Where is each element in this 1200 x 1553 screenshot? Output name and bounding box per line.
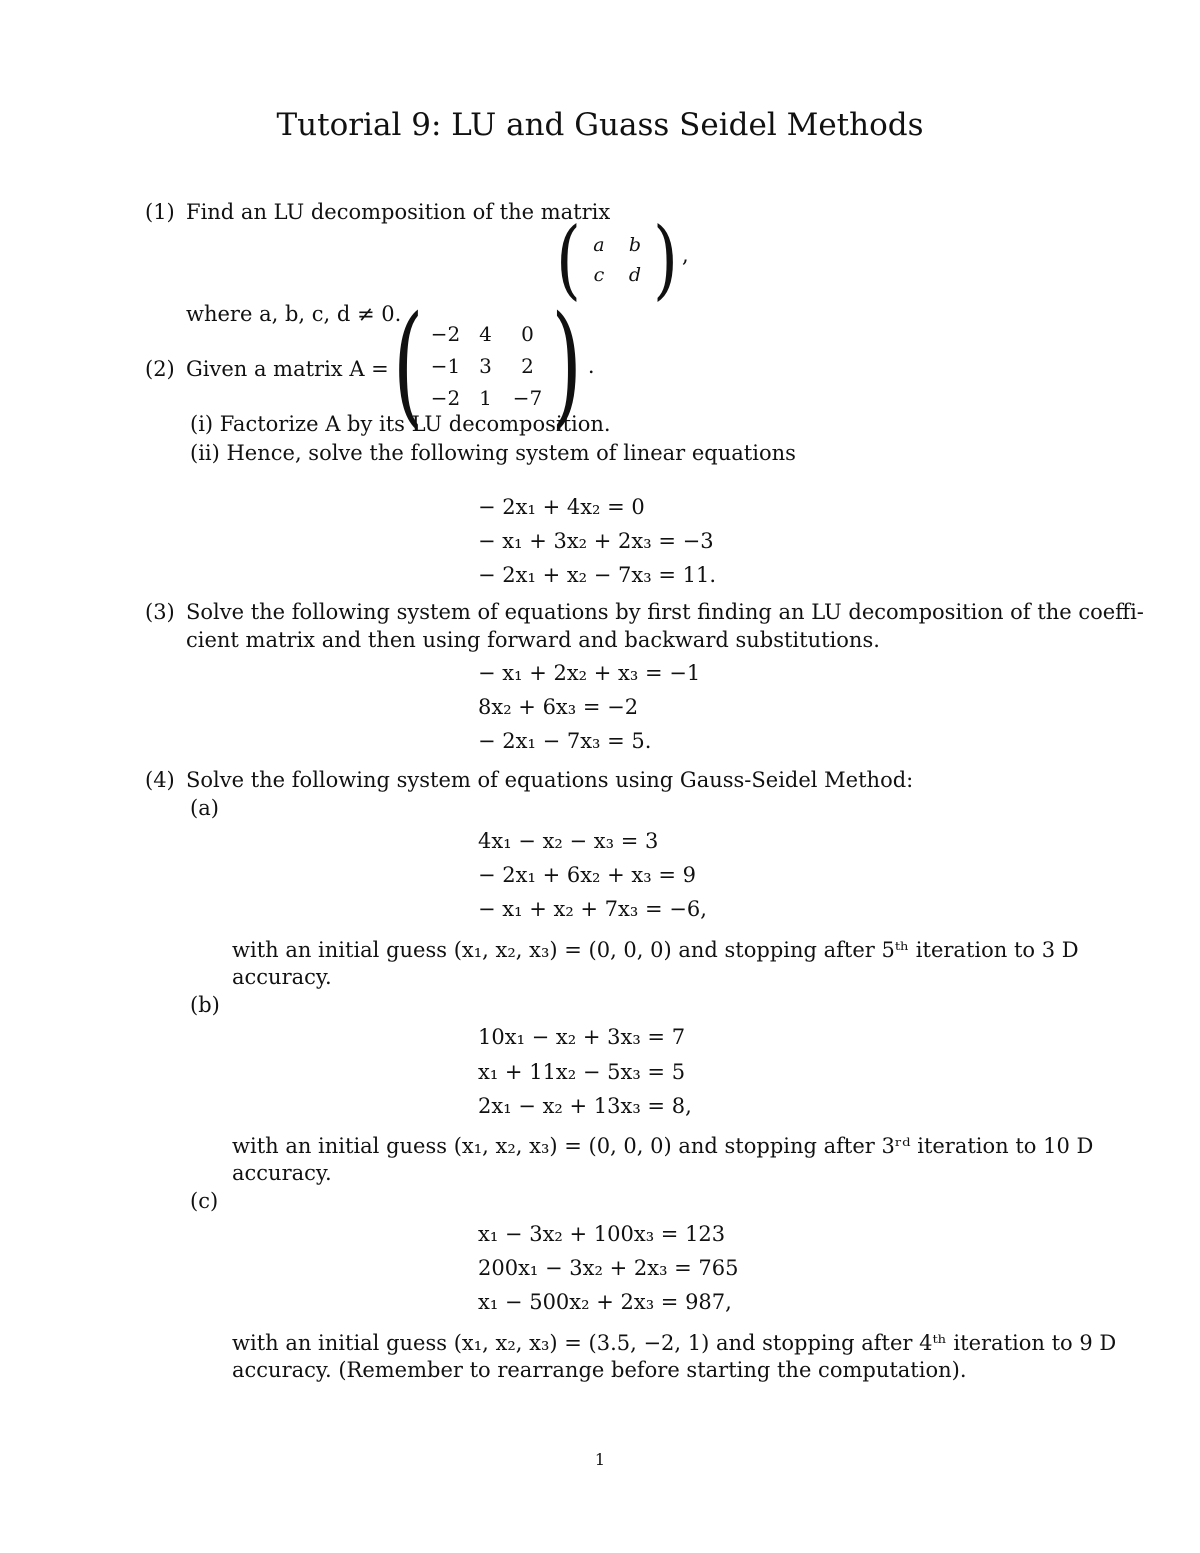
q4-number: (4): [145, 768, 175, 792]
q4-b-note1: with an initial guess (x₁, x₂, x₃) = (0, 0, 0) and stopping after 3ʳᵈ iteration to 10 D: [232, 1134, 1094, 1158]
q4-a-equation: 4x₁ − x₂ − x₃ = 3: [478, 829, 659, 853]
q4-a-label: (a): [190, 796, 219, 820]
left-paren-icon: (: [556, 210, 581, 310]
page-title: Tutorial 9: LU and Guass Seidel Methods: [276, 107, 924, 143]
q2-part-ii: (ii) Hence, solve the following system of linear equations: [190, 441, 796, 465]
matrix-cell: 0: [521, 322, 534, 346]
q4-c-label: (c): [190, 1189, 219, 1213]
matrix-cell: −2: [430, 386, 461, 410]
right-paren-icon: ): [551, 289, 582, 443]
matrix-cell: −7: [512, 386, 543, 410]
q4-text: Solve the following system of equations using Gauss-Seidel Method:: [186, 768, 914, 792]
q2-text: Given a matrix A =: [186, 357, 389, 381]
matrix-cell: b: [628, 234, 642, 256]
matrix-cell: c: [593, 264, 605, 286]
q3-line2: cient matrix and then using forward and backward substitutions.: [186, 628, 880, 652]
q1-matrix: [556, 210, 689, 310]
q2-equation: − 2x₁ + x₂ − 7x₃ = 11.: [478, 563, 717, 587]
matrix-cell: 2: [521, 354, 534, 378]
left-paren-icon: (: [393, 289, 424, 443]
q4-a-note2: accuracy.: [232, 965, 332, 989]
q4-b-label: (b): [190, 993, 220, 1017]
q3-equation: 8x₂ + 6x₃ = −2: [478, 695, 639, 719]
q2-equation: − x₁ + 3x₂ + 2x₃ = −3: [478, 529, 714, 553]
q4-a-equation: − 2x₁ + 6x₂ + x₃ = 9: [478, 863, 696, 887]
q4-b-equation: x₁ + 11x₂ − 5x₃ = 5: [478, 1060, 686, 1084]
page-number: 1: [594, 1450, 606, 1469]
matrix-cell: −2: [430, 322, 461, 346]
q3-equation: − x₁ + 2x₂ + x₃ = −1: [478, 661, 701, 685]
q1-number: (1): [145, 200, 175, 224]
q3-number: (3): [145, 600, 175, 624]
q2-number: (2): [145, 357, 175, 381]
q4-c-equation: x₁ − 500x₂ + 2x₃ = 987,: [478, 1290, 732, 1314]
q4-a-equation: − x₁ + x₂ + 7x₃ = −6,: [478, 897, 707, 921]
q3-equation: − 2x₁ − 7x₃ = 5.: [478, 729, 652, 753]
q2-equation: − 2x₁ + 4x₂ = 0: [478, 495, 645, 519]
matrix-cell: 1: [479, 386, 492, 410]
q4-a-note1: with an initial guess (x₁, x₂, x₃) = (0, 0, 0) and stopping after 5ᵗʰ iteration to 3 D: [232, 938, 1079, 962]
matrix-cell: 4: [479, 322, 492, 346]
right-paren-icon: ): [652, 210, 678, 310]
q4-c-equation: x₁ − 3x₂ + 100x₃ = 123: [478, 1222, 726, 1246]
q1-trail: ,: [681, 243, 689, 267]
q2-trail: .: [587, 354, 595, 378]
matrix-cell: −1: [430, 354, 461, 378]
q2-matrix: [393, 289, 595, 443]
matrix-cell: d: [628, 264, 642, 286]
matrix-cell: 3: [479, 354, 492, 378]
q4-b-equation: 10x₁ − x₂ + 3x₃ = 7: [478, 1025, 686, 1049]
q4-c-note2: accuracy. (Remember to rearrange before starting the computation).: [232, 1358, 967, 1382]
matrix-cell: a: [593, 234, 605, 256]
q3-line1: Solve the following system of equations by first finding an LU decomposition of the coeffi-: [186, 600, 1144, 624]
q1-where: where a, b, c, d ≠ 0.: [186, 302, 402, 326]
q4-c-equation: 200x₁ − 3x₂ + 2x₃ = 765: [478, 1256, 739, 1280]
q4-b-equation: 2x₁ − x₂ + 13x₃ = 8,: [478, 1094, 692, 1118]
q4-c-note1: with an initial guess (x₁, x₂, x₃) = (3.5, −2, 1) and stopping after 4ᵗʰ iteration to 9 D: [232, 1331, 1117, 1355]
q4-b-note2: accuracy.: [232, 1161, 332, 1185]
q2-part-i: (i) Factorize A by its LU decomposition.: [190, 412, 611, 436]
q1-text: Find an LU decomposition of the matrix: [186, 200, 611, 224]
